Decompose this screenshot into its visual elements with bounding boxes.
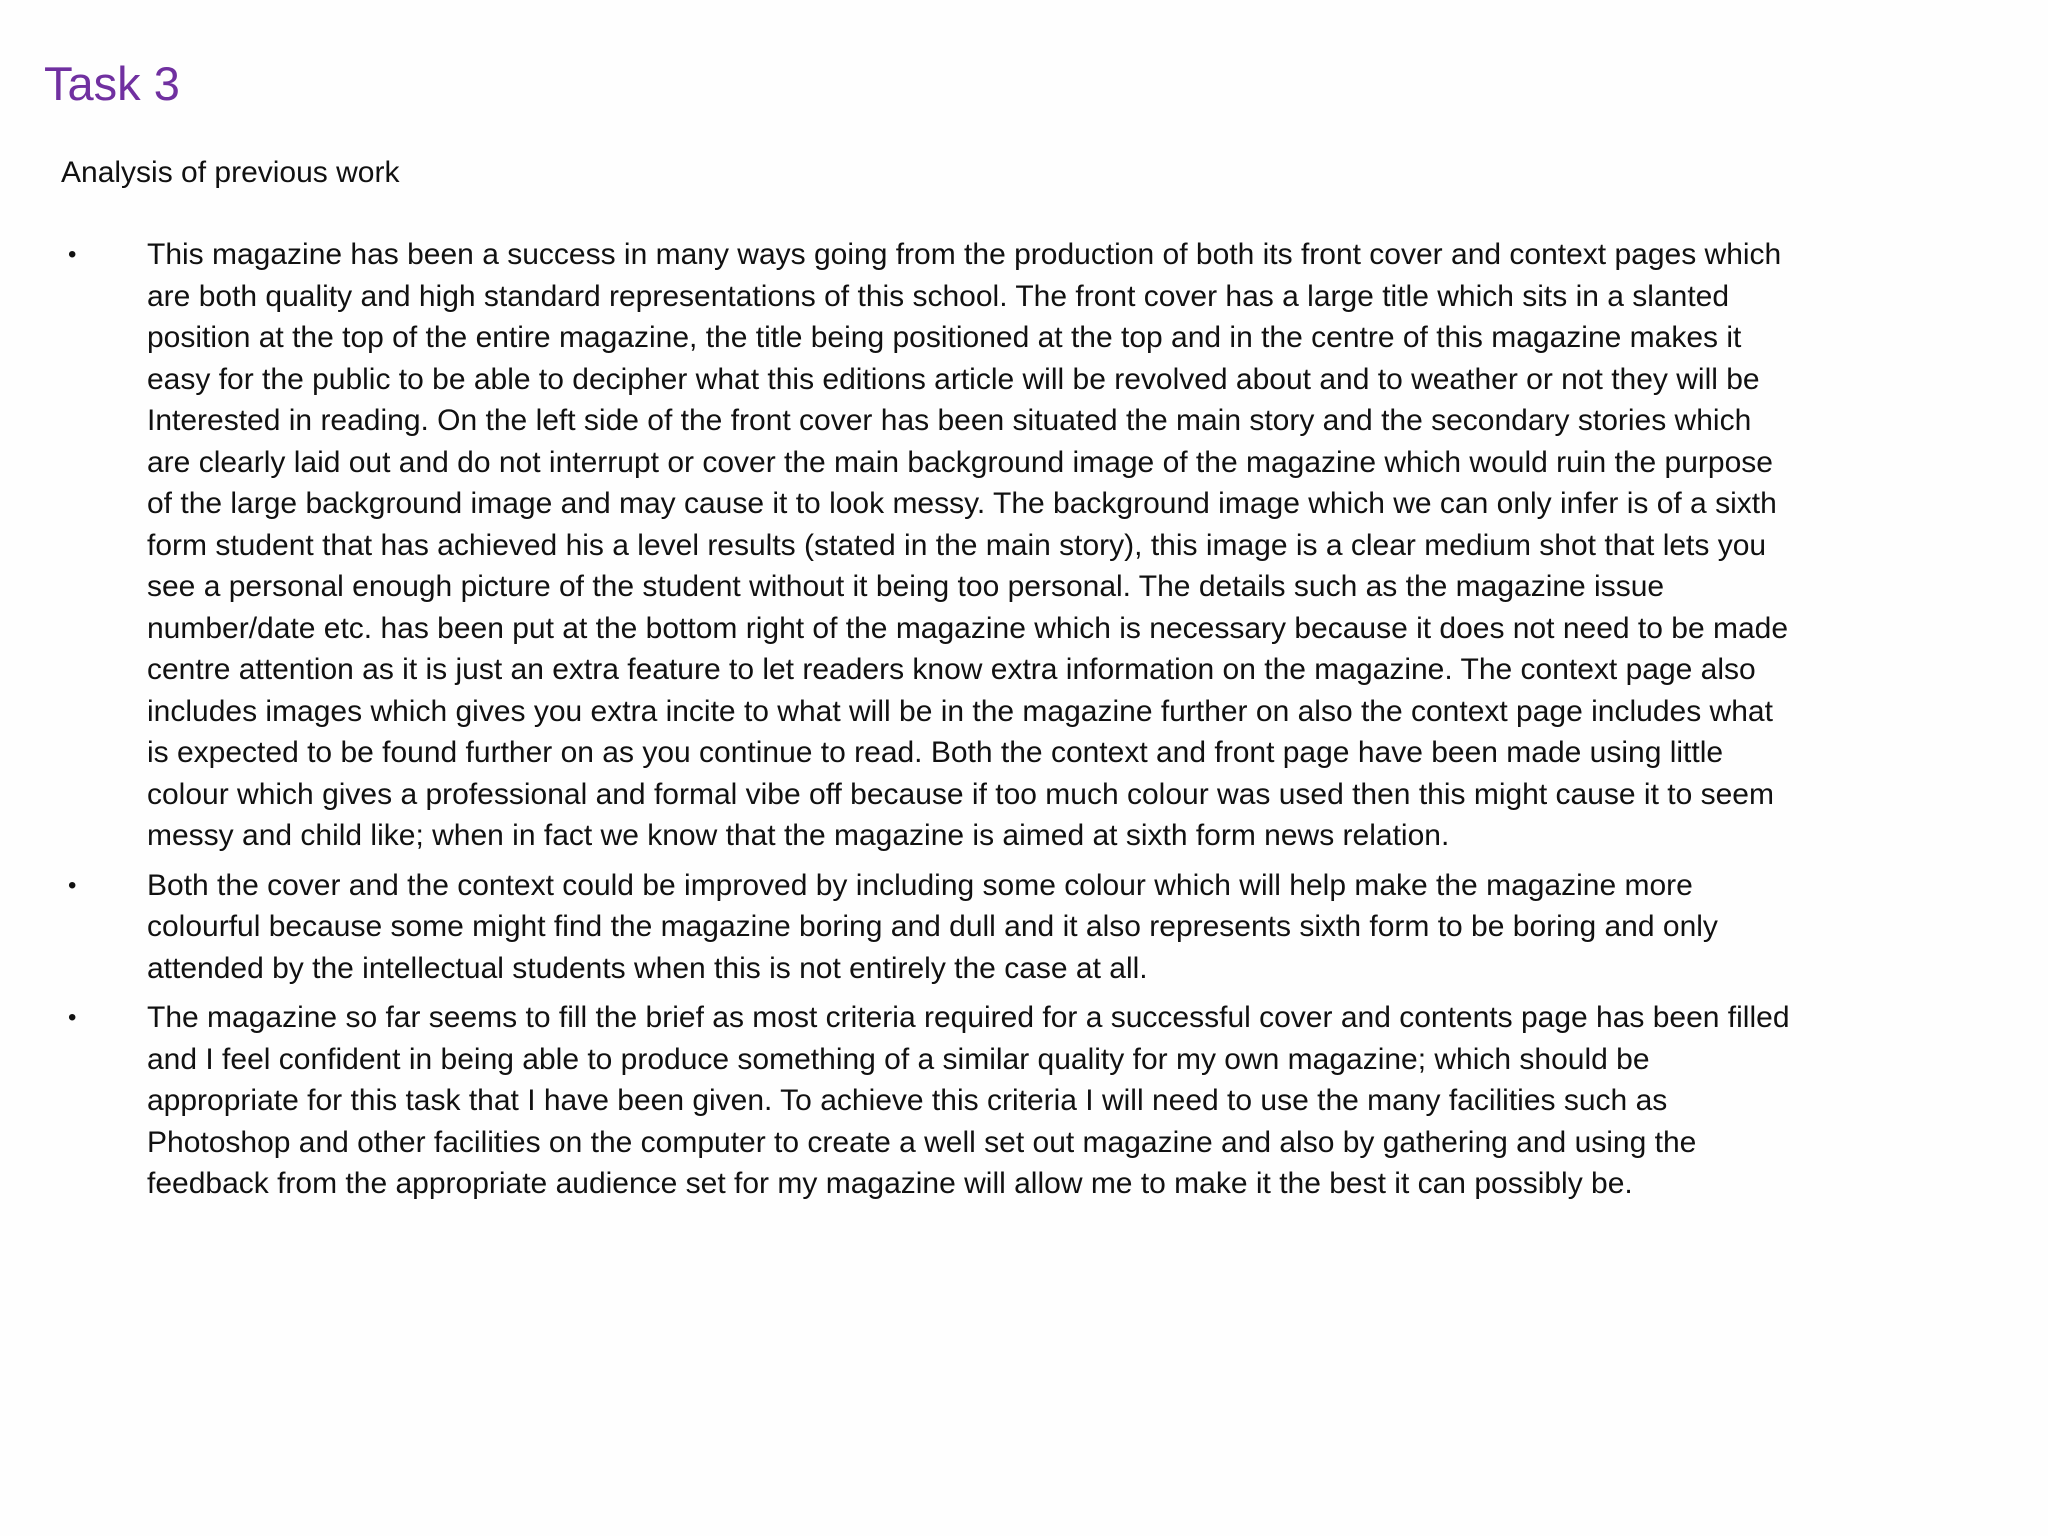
slide-title: Task 3: [44, 57, 180, 110]
bullet-text-line: includes images which gives you extra incite to what will be in the magazine further on also the context page includes what: [147, 694, 1773, 728]
bullet-text-line: Both the cover and the context could be improved by including some colour which will help make the magazine more: [147, 868, 1693, 902]
bullet-text-line: colourful because some might find the magazine boring and dull and it also represents sixth form to be boring and only: [147, 910, 1718, 943]
bullet-list: [0, 234, 1920, 1213]
bullet-text-line: see a personal enough picture of the student without it being too personal. The details such as the magazine issue: [147, 570, 1665, 603]
bullet-text-line: form student that has achieved his a level results (stated in the main story), this image is a clear medium shot that lets you: [147, 528, 1767, 562]
bullet-icon: •: [68, 871, 77, 899]
bullet-text-line: position at the top of the entire magazine, the title being positioned at the top and in the centre of this magazine makes it: [147, 321, 1742, 354]
bullet-text-line: The magazine so far seems to fill the brief as most criteria required for a successful cover and contents page has been filled: [147, 1001, 1790, 1034]
bullet-item: [0, 234, 1920, 857]
bullet-text-line: easy for the public to be able to decipher what this editions article will be revolved about and to weather or not they will be: [147, 362, 1760, 396]
bullet-icon: •: [68, 241, 77, 268]
bullet-text-line: of the large background image and may cause it to look messy. The background image which we can only infer is of a sixth: [147, 487, 1777, 520]
bullet-text-line: number/date etc. has been put at the bottom right of the magazine which is necessary because it does not need to be made: [147, 611, 1789, 645]
bullet-text-line: feedback from the appropriate audience set for my magazine will allow me to make it the best it can possibly be.: [147, 1167, 1633, 1200]
bullet-text-line: Interested in reading. On the left side of the front cover has been situated the main story and the secondary stories which: [147, 404, 1752, 437]
bullet-text-line: colour which gives a professional and formal vibe off because if too much colour was used then this might cause it to seem: [147, 777, 1774, 811]
bullet-text-line: centre attention as it is just an extra feature to let readers know extra information on the magazine. The context page also: [147, 653, 1756, 686]
bullet-text-line: are clearly laid out and do not interrupt or cover the main background image of the magazine which would ruin the purpose: [147, 445, 1773, 479]
bullet-text-line: appropriate for this task that I have been given. To achieve this criteria I will need to use the many facilities such as: [147, 1084, 1668, 1117]
bullet-text-line: Photoshop and other facilities on the computer to create a well set out magazine and also by gathering and using the: [147, 1125, 1697, 1159]
bullet-icon: •: [68, 1004, 77, 1031]
bullet-text-line: messy and child like; when in fact we know that the magazine is aimed at sixth form news relation.: [147, 819, 1450, 852]
bullet-text-line: is expected to be found further on as you continue to read. Both the context and front page have been made using little: [147, 736, 1724, 769]
bullet-text-line: and I feel confident in being able to produce something of a similar quality for my own magazine; which should be: [147, 1042, 1650, 1076]
bullet-text-line: are both quality and high standard representations of this school. The front cover has a large title which sits in a slanted: [147, 279, 1730, 313]
bullet-text-line: attended by the intellectual students when this is not entirely the case at all.: [147, 951, 1148, 985]
bullet-text-line: This magazine has been a success in many ways going from the production of both its front cover and context pages which: [147, 238, 1782, 271]
bullet-item: [0, 997, 1920, 1205]
slide-subtitle: Analysis of previous work: [61, 156, 400, 189]
bullet-item: [0, 865, 1920, 990]
